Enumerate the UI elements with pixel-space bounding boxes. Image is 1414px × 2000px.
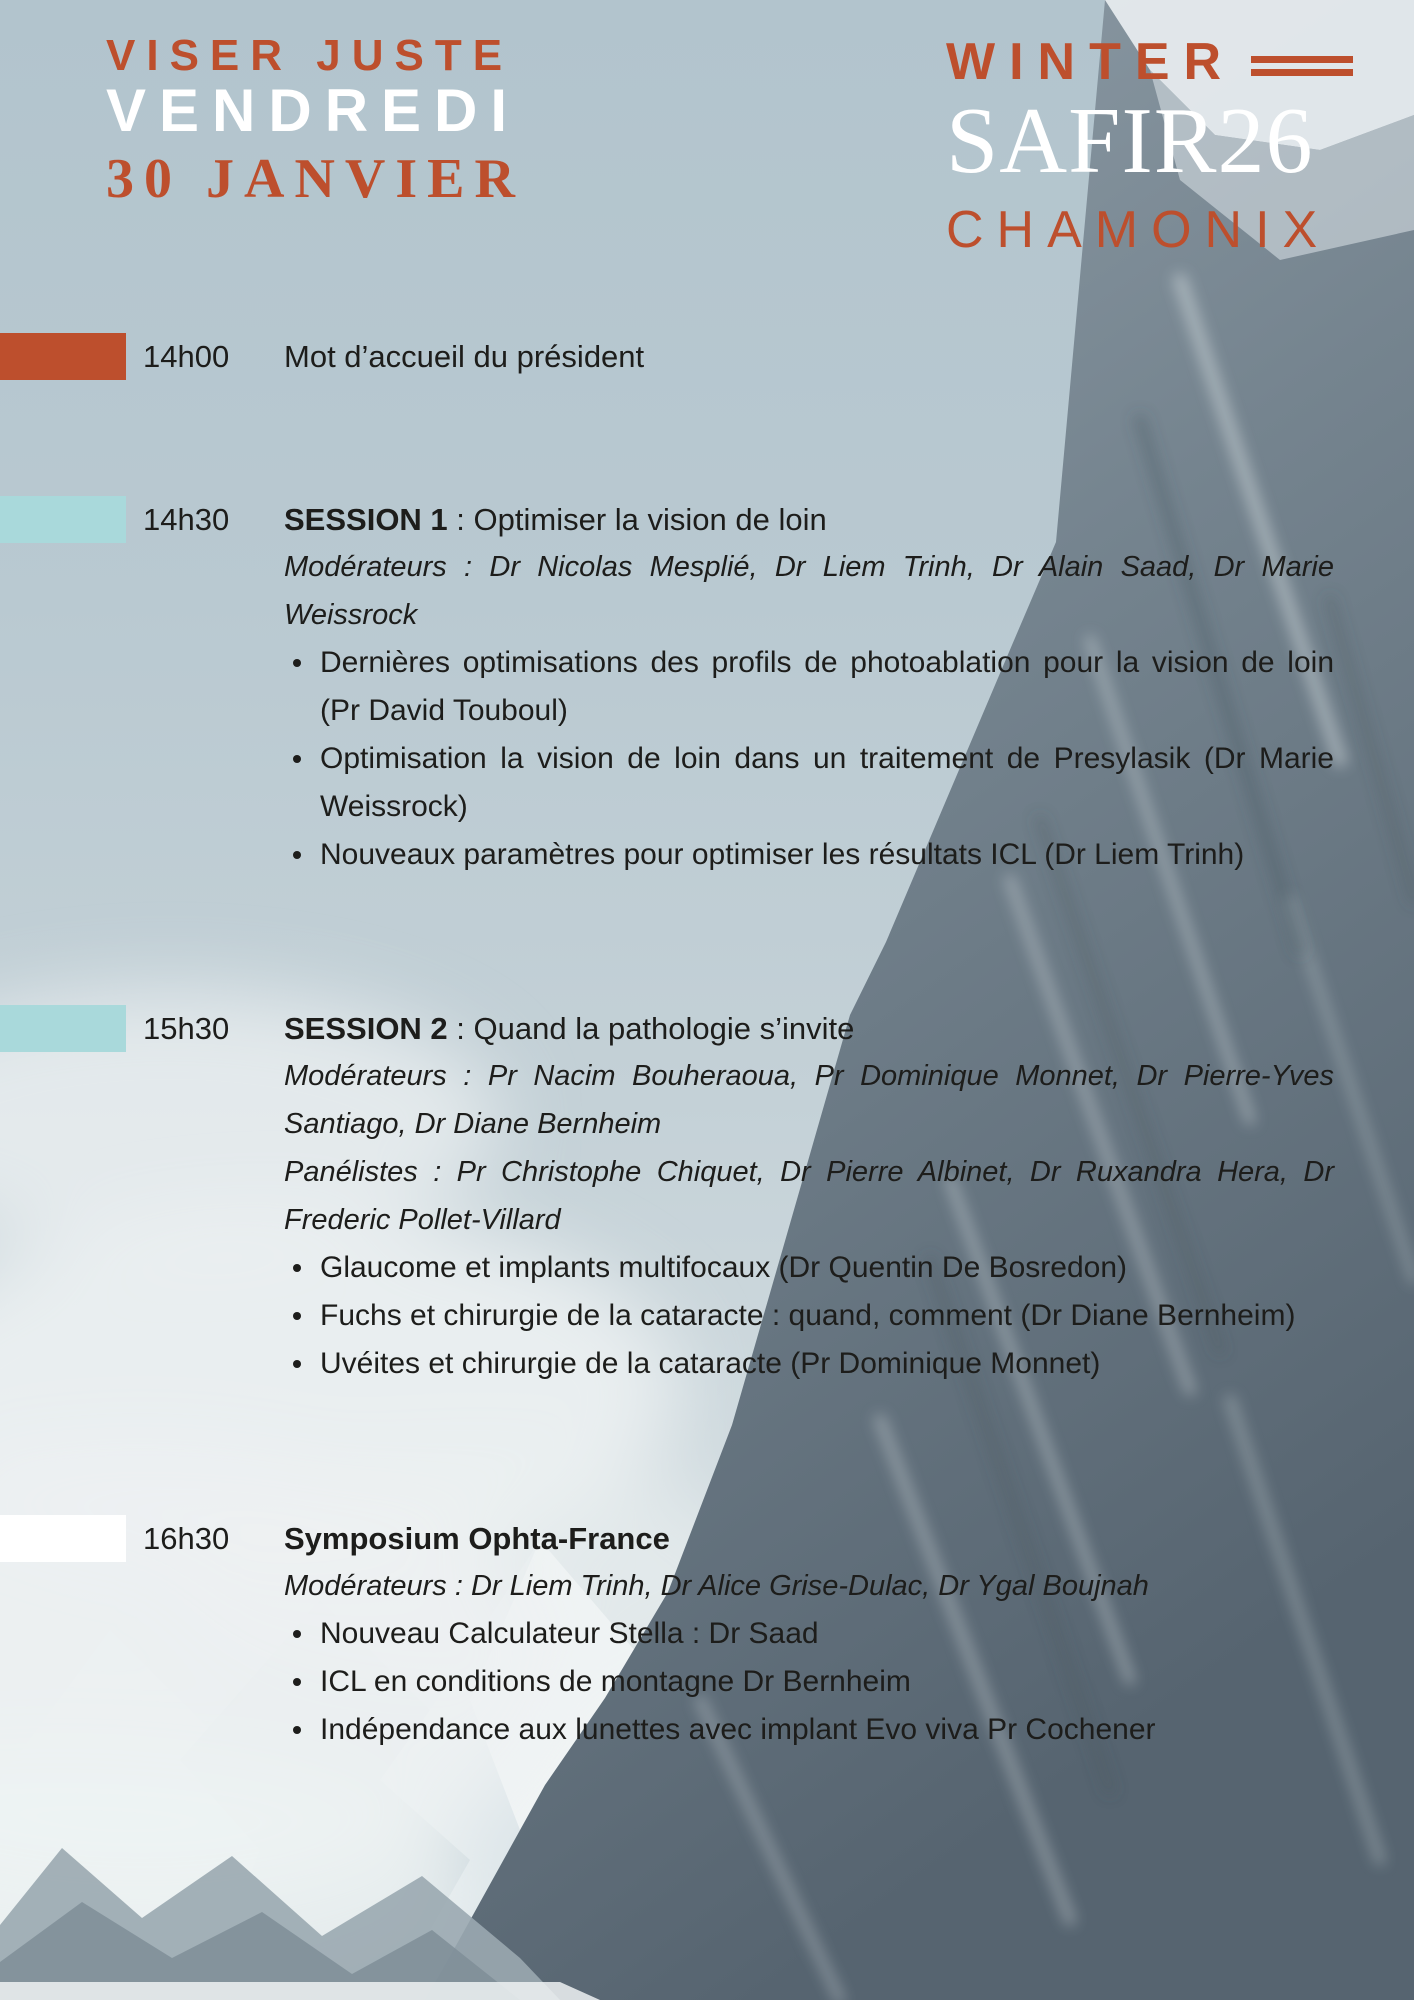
timeline-bar: [0, 496, 126, 543]
talk-item: Dernières optimisations des profils de photoablation pour la vision de loin (Pr David Touboul): [284, 639, 1334, 735]
moderators-line: Modérateurs : Dr Nicolas Mesplié, Dr Liem Trinh, Dr Alain Saad, Dr Marie Weissrock: [284, 551, 1334, 631]
slot-title: SESSION 2 : Quand la pathologie s’invite: [284, 1011, 855, 1046]
slot-time: 15h30: [143, 1011, 230, 1046]
slot-content: [284, 333, 1334, 380]
moderators-line: Modérateurs : Pr Nacim Bouheraoua, Pr Dominique Monnet, Dr Pierre-Yves Santiago, Dr Diane Bernheim: [284, 1060, 1334, 1140]
timeline-bar: [0, 333, 126, 380]
slot-title: SESSION 1 : Optimiser la vision de loin: [284, 502, 827, 537]
talk-item: Glaucome et implants multifocaux (Dr Quentin De Bosredon): [284, 1244, 1334, 1292]
talk-list: [284, 1610, 1334, 1754]
talk-item: Nouveaux paramètres pour optimiser les résultats ICL (Dr Liem Trinh): [284, 831, 1334, 879]
stripes-icon: [1251, 56, 1353, 76]
talk-item: ICL en conditions de montagne Dr Bernheim: [284, 1658, 1334, 1706]
moderators-line: Modérateurs : Dr Liem Trinh, Dr Alice Grise-Dulac, Dr Ygal Boujnah: [284, 1570, 1149, 1602]
slot-time: 16h30: [143, 1521, 230, 1556]
brand-name: SAFIR26: [946, 89, 1314, 193]
brand-winter-label: WINTER: [946, 33, 1236, 91]
slot-content: [284, 496, 1334, 879]
tagline: VISER JUSTE: [106, 31, 514, 80]
slot-time: 14h30: [143, 502, 230, 537]
header-left: [106, 31, 525, 210]
panelists-line: Panélistes : Pr Christophe Chiquet, Dr Pierre Albinet, Dr Ruxandra Hera, Dr Frederic Pollet-Villard: [284, 1156, 1334, 1236]
slot-title: Symposium Ophta-France: [284, 1521, 670, 1556]
talk-item: Fuchs et chirurgie de la cataracte : quand, comment (Dr Diane Bernheim): [284, 1292, 1334, 1340]
talk-item: Nouveau Calculateur Stella : Dr Saad: [284, 1610, 1334, 1658]
talk-list: [284, 1244, 1334, 1388]
brand-top-row: [946, 33, 1386, 91]
slot-content: [284, 1005, 1334, 1388]
slot-title: Mot d’accueil du président: [284, 339, 645, 374]
talk-item: Uvéites et chirurgie de la cataracte (Pr Dominique Monnet): [284, 1340, 1334, 1388]
brand-location: CHAMONIX: [946, 201, 1331, 259]
day-name: VENDREDI: [106, 77, 521, 144]
talk-item: Optimisation la vision de loin dans un traitement de Presylasik (Dr Marie Weissrock): [284, 735, 1334, 831]
event-date: 30 JANVIER: [106, 148, 525, 210]
timeline-bar: [0, 1515, 126, 1562]
brand-block: [946, 33, 1386, 259]
slot-content: [284, 1515, 1334, 1754]
slot-time: 14h00: [143, 339, 230, 374]
talk-list: [284, 639, 1334, 879]
talk-item: Indépendance aux lunettes avec implant Evo viva Pr Cochener: [284, 1706, 1334, 1754]
timeline-bar: [0, 1005, 126, 1052]
